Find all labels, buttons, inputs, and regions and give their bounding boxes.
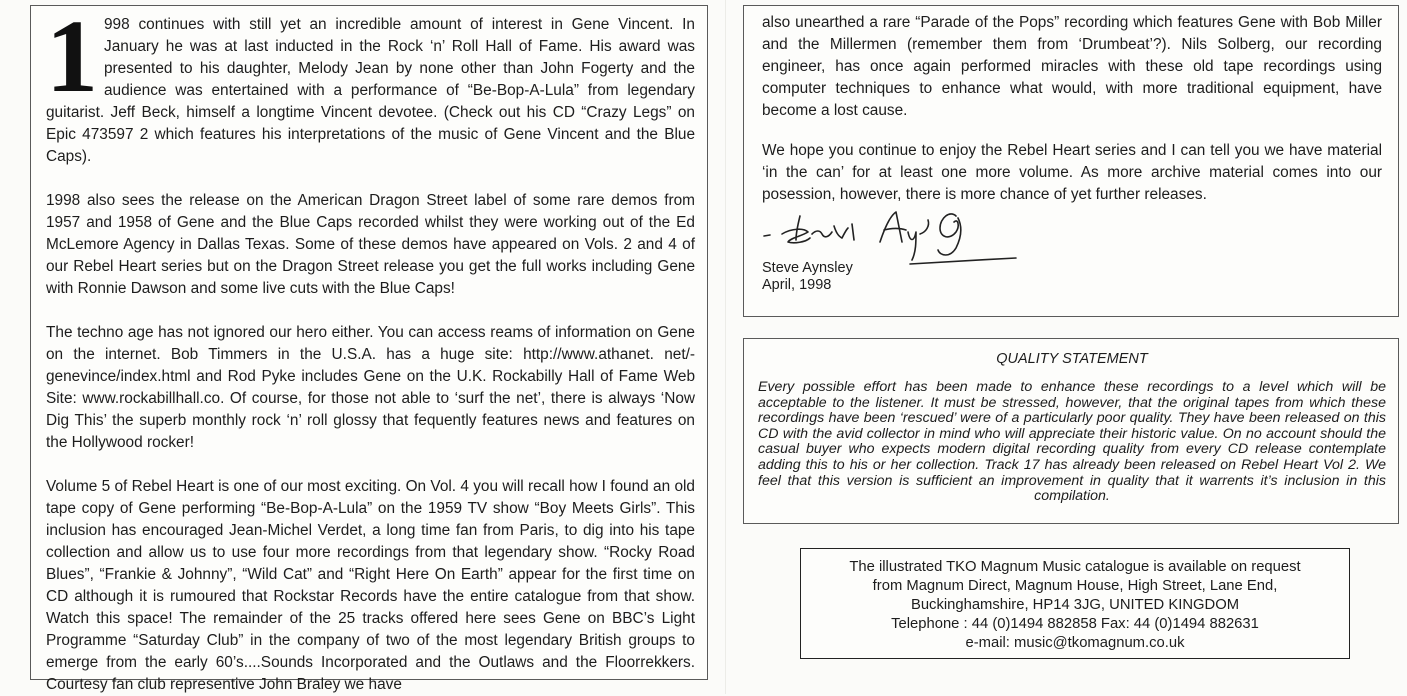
paragraph-volume-5: Volume 5 of Rebel Heart is one of our most exciting. On Vol. 4 you will recall how I found an old tape copy of Gene performing “Be-Bop-A-Lula” on the 1959 TV show “Boy Meets Girls”. This inclusion has encouraged Jean-Michel Verdet, a long time fan from Paris, to dig into his tape collection and allow us to use four more recordings from that legendary show. “Rocky Road Blues”, “Frankie & Johnny”, “Wild Cat” and “Right Here On Earth” appear for the first time on CD although it is rumoured that Rockstar Records have the entire catalogue from that show. Watch this space! The remainder of the 25 tracks offered here sees Gene on BBC’s Light Programme “Saturday Club” in the company of two of the most legendary British groups to emerge from the early 60’s....Sounds Incorporated and the Outlaws and the Floorrekkers. Courtesy fan club representive John Braley we have <box>46 478 695 693</box>
quality-statement-title: QUALITY STATEMENT <box>996 351 1148 367</box>
catalogue-line: The illustrated TKO Magnum Music catalogue is available on request <box>849 559 1301 575</box>
catalogue-notice-box <box>800 548 1350 659</box>
paragraph-hall-of-fame <box>46 0 695 168</box>
page-fold <box>725 0 726 694</box>
paragraph-hall-of-fame-text: 998 continues with still yet an incredible amount of interest in Gene Vincent. In January he was at last inducted in the Rock ‘n’ Roll Hall of Fame. His award was presented to his daughter, Melody Jean by none other than John Fogerty and the audience was entertained with a performance of “Be-Bop-A-Lula” from legendary guitarist. Jeff Beck, himself a longtime Vincent devotee. (Check out his CD “Crazy Legs” on Epic 473597 2 which features his interpretations of the music of Gene Vincent and the Blue Caps). <box>46 16 695 165</box>
quality-statement-body: Every possible effort has been made to enhance these recordings to a level which will be acceptable to the listener. It must be stressed, however, that the original tapes from which these recordings have been ‘rescued’ were of a particularly poor quality. They have been released on this CD with the avid collector in mind who will appreciate their historic value. On no account should the casual buyer who expects modern digital recording quality from every CD release contemplate adding this to his or her collection. Track 17 has already been released on Rebel Heart Vol 2. We feel that this version is sufficient an improvement in quality that it warrents it’s inclusion in this compilation. <box>758 379 1386 505</box>
quality-statement-box <box>743 338 1399 524</box>
catalogue-address-line: from Magnum Direct, Magnum House, High Street, Lane End, <box>872 578 1278 594</box>
paragraph-techno-age: The techno age has not ignored our hero either. You can access reams of information on Gene on the internet. Bob Timmers in the U.S.A. has a huge site: http://www.athanet. net/-genevince/index.html and Rod Pyke includes Gene on the U.K. Rockabilly Hall of Fame Web Site: www.rockabillhall.co. Of course, for those not able to ‘surf the net’, there is always ‘Now Dig This’ the superb monthly rock ‘n’ roll glossy that fequently features news and features on the Hollywood rocker! <box>46 324 695 451</box>
catalogue-address-line: Buckinghamshire, HP14 3JG, UNITED KINGDOM <box>910 597 1240 613</box>
paragraph-hope-continue: We hope you continue to enjoy the Rebel Heart series and I can tell you we have material ‘in the can’ for at least one more volume. As more archive material comes into our posession, however, there is more chance of yet further releases. <box>762 142 1382 203</box>
signer-name: Steve Aynsley <box>762 260 853 276</box>
drop-cap: 1 <box>46 0 98 114</box>
paragraph-dragon-street: 1998 also sees the release on the American Dragon Street label of some rare demos from 1957 and 1958 of Gene and the Blue Caps recorded whilst they were working out of the Ed McLemore Agency in Dallas Texas. Some of these demos have appeared on Vols. 2 and 4 of our Rebel Heart series but on the Dragon Street release you get the full works including Gene with Ronnie Dawson and some live cuts with the Blue Caps! <box>46 192 695 297</box>
catalogue-phone-line: Telephone : 44 (0)1494 882858 Fax: 44 (0)1494 882631 <box>891 616 1259 632</box>
catalogue-email-line: e-mail: music@tkomagnum.co.uk <box>965 635 1185 651</box>
paragraph-parade-of-pops: also unearthed a rare “Parade of the Pops” recording which features Gene with Bob Miller and the Millermen (remember them from ‘Drumbeat’?). Nils Solberg, our recording engineer, has once again performed miracles with these old tape recordings using computer techniques to enhance what would, with more traditional equipment, have become a lost cause. <box>762 14 1382 119</box>
left-text-panel <box>30 0 708 693</box>
signature-date: April, 1998 <box>762 277 832 293</box>
right-text-panel <box>743 5 1399 317</box>
